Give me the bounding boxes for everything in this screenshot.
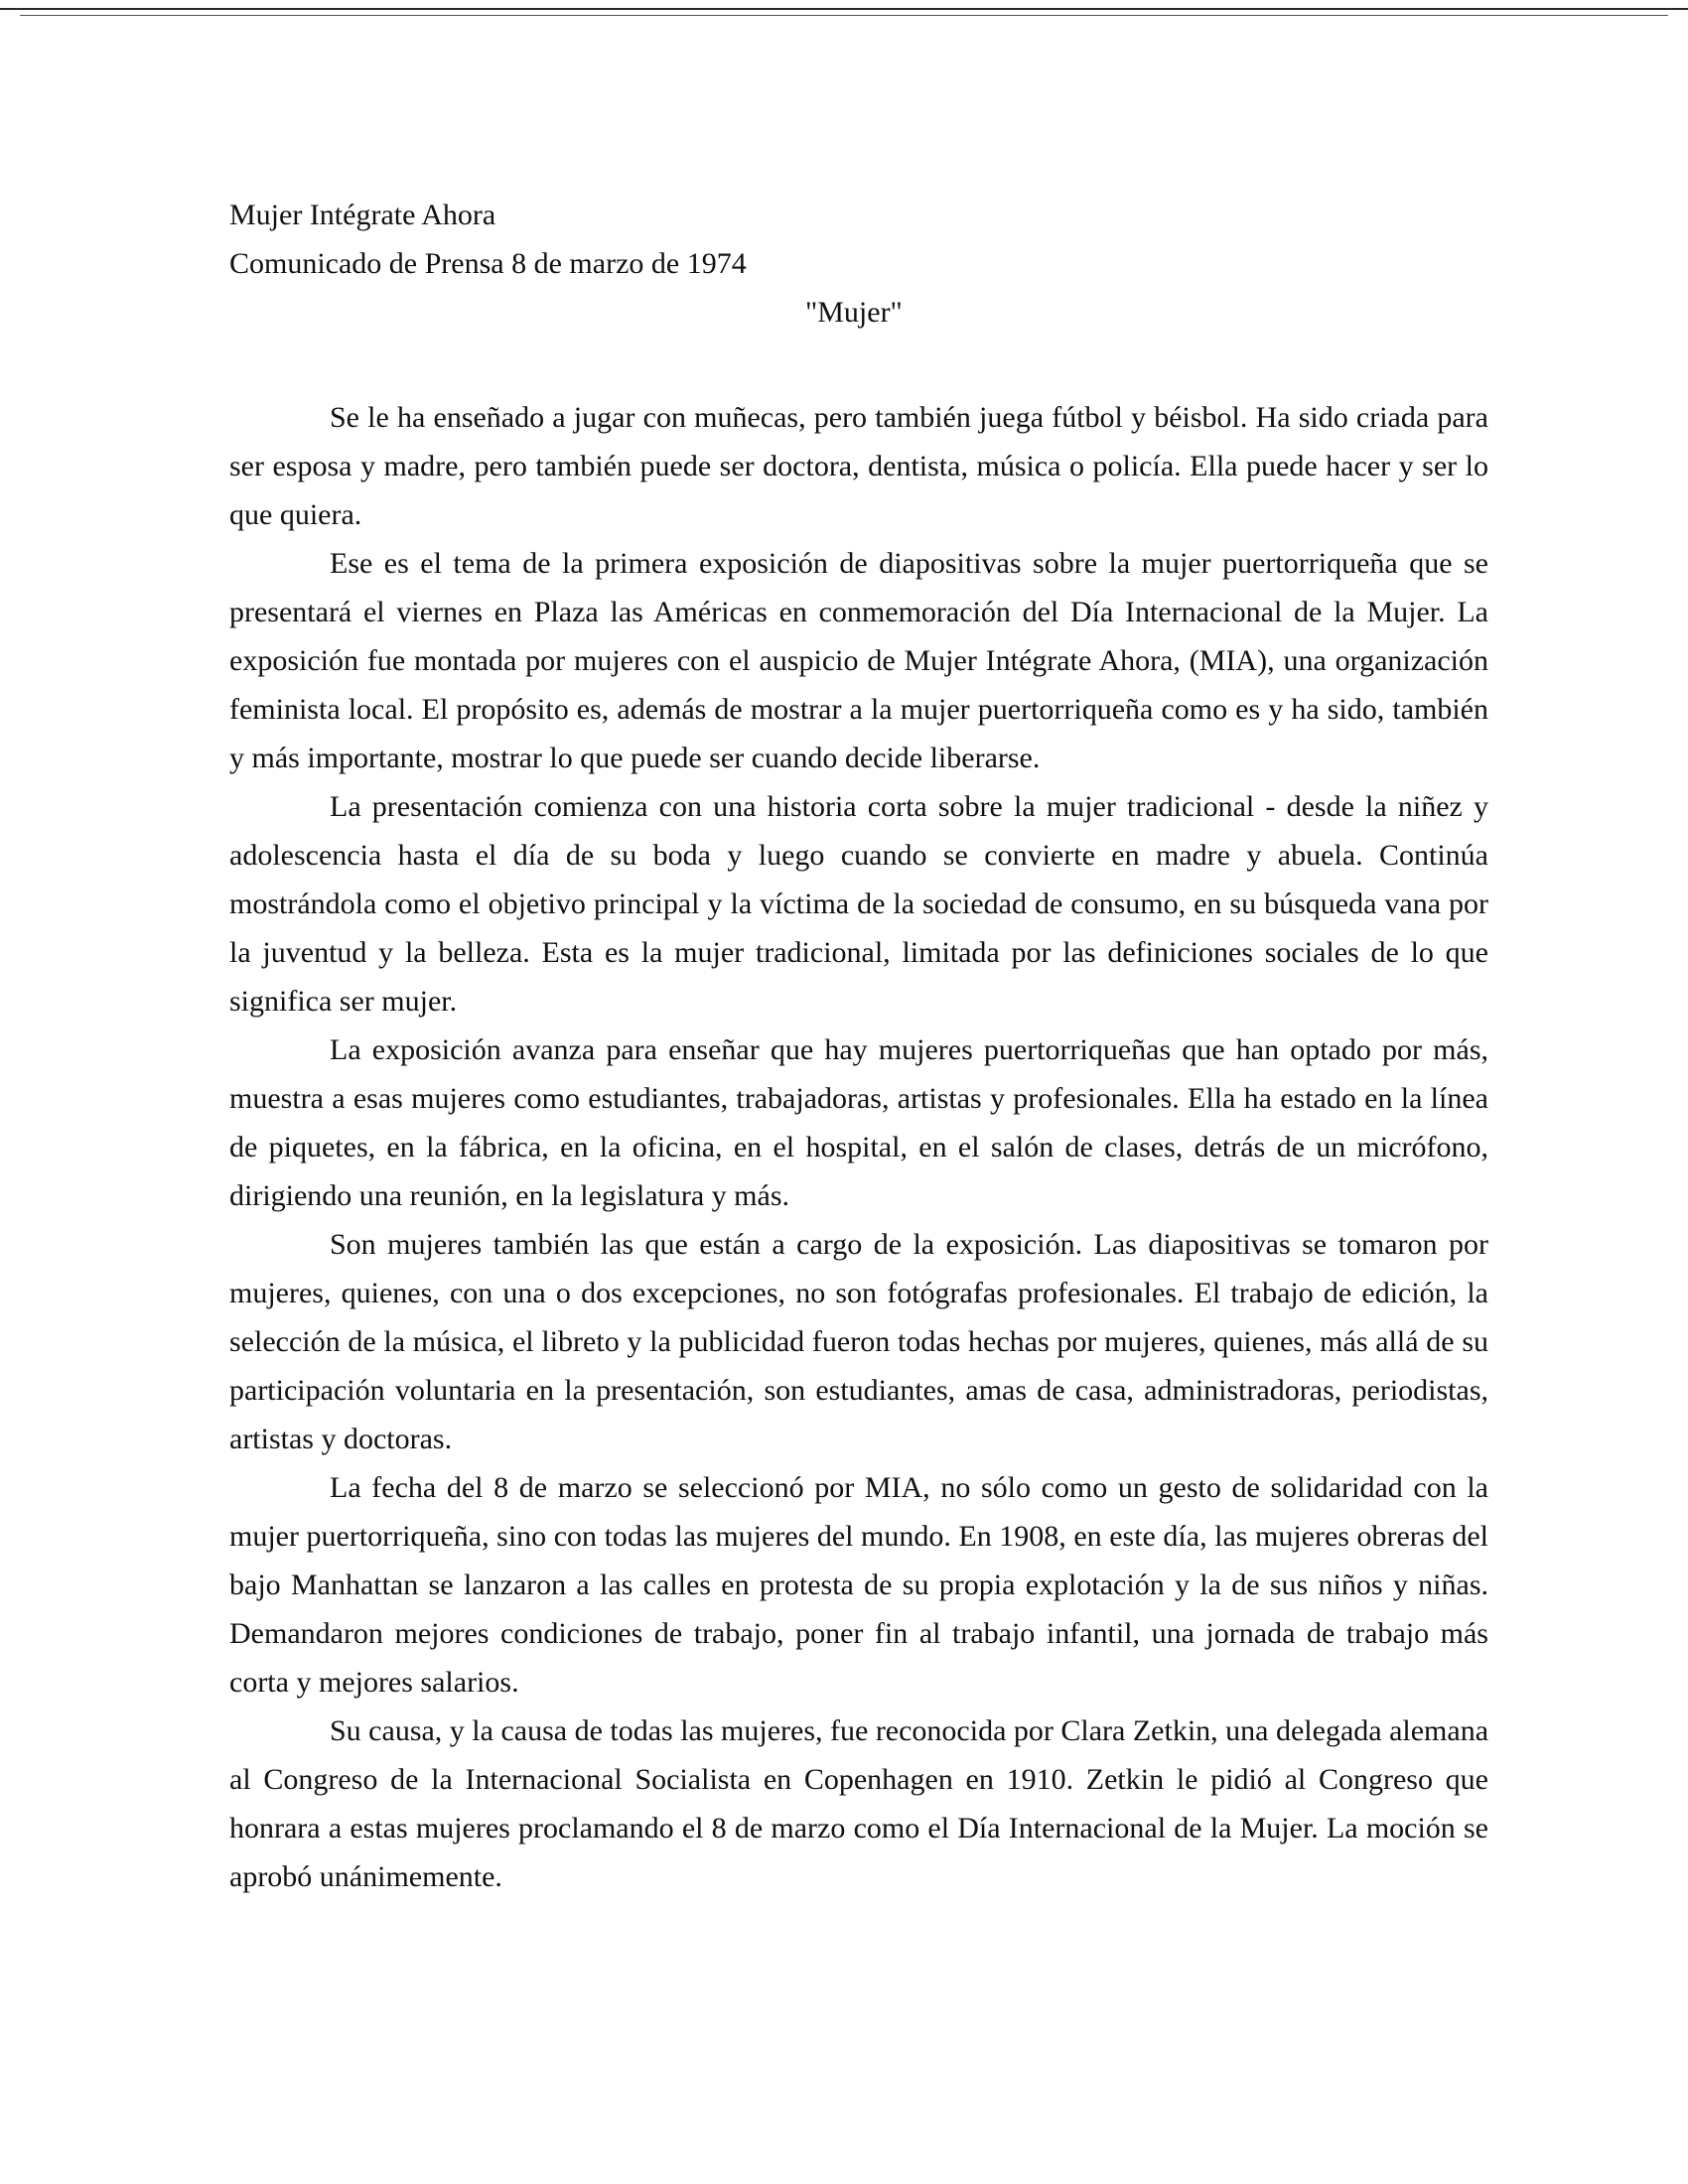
top-border-line: [0, 8, 1688, 10]
press-release-page: [229, 191, 1488, 1901]
organization-name: Mujer Intégrate Ahora: [229, 199, 496, 231]
paragraph-4: La exposición avanza para enseñar que hay mujeres puertorriqueñas que han optado por más, muestra a esas mujeres como estudiantes, trabajadoras, artistas y profesionales. Ella ha estado en la línea de piquetes, en la fábrica, en la oficina, en el hospital, en el salón de clases, detrás de un micrófono, dirigiendo una reunión, en la legislatura y más.: [229, 1033, 1488, 1212]
paragraph-2: Ese es el tema de la primera exposición de diapositivas sobre la mujer puertorriqueña que se presentará el viernes en Plaza las Américas en conmemoración del Día Internacional de la Mujer. La exposición fue montada por mujeres con el auspicio de Mujer Intégrate Ahora, (MIA), una organización feminista local. El propósito es, además de mostrar a la mujer puertorriqueña como es y ha sido, también y más importante, mostrar lo que puede ser cuando decide liberarse.: [229, 547, 1488, 774]
top-border-line-secondary: [20, 15, 1668, 16]
document-title: "Mujer": [805, 296, 903, 329]
paragraph-3: La presentación comienza con una historia corta sobre la mujer tradicional - desde la niñez y adolescencia hasta el día de su boda y luego cuando se convierte en madre y abuela. Continúa mostrándola como el objetivo principal y la víctima de la sociedad de consumo, en su búsqueda vana por la juventud y la belleza. Esta es la mujer tradicional, limitada por las definiciones sociales de lo que significa ser mujer.: [229, 790, 1488, 1018]
press-release-date-line: Comunicado de Prensa 8 de marzo de 1974: [229, 247, 747, 280]
paragraph-5: Son mujeres también las que están a cargo de la exposición. Las diapositivas se tomaron por mujeres, quienes, con una o dos excepciones, no son fotógrafas profesionales. El trabajo de edición, la selección de la música, el libreto y la publicidad fueron todas hechas por mujeres, quienes, más allá de su participación voluntaria en la presentación, son estudiantes, amas de casa, administradoras, periodistas, artistas y doctoras.: [229, 1228, 1488, 1455]
paragraph-7: Su causa, y la causa de todas las mujeres, fue reconocida por Clara Zetkin, una delegada alemana al Congreso de la Internacional Socialista en Copenhagen en 1910. Zetkin le pidió al Congreso que honrara a estas mujeres proclamando el 8 de marzo como el Día Internacional de la Mujer. La moción se aprobó unánimemente.: [229, 1714, 1489, 1893]
paragraph-1: Se le ha enseñado a jugar con muñecas, pero también juega fútbol y béisbol. Ha sido criada para ser esposa y madre, pero también puede ser doctora, dentista, música o policía. Ella puede hacer y ser lo que quiera.: [229, 401, 1488, 531]
paragraph-6: La fecha del 8 de marzo se seleccionó por MIA, no sólo como un gesto de solidaridad con la mujer puertorriqueña, sino con todas las mujeres del mundo. En 1908, en este día, las mujeres obreras del bajo Manhattan se lanzaron a las calles en protesta de su propia explotación y la de sus niños y niñas. Demandaron mejores condiciones de trabajo, poner fin al trabajo infantil, una jornada de trabajo más corta y mejores salarios.: [229, 1471, 1488, 1699]
